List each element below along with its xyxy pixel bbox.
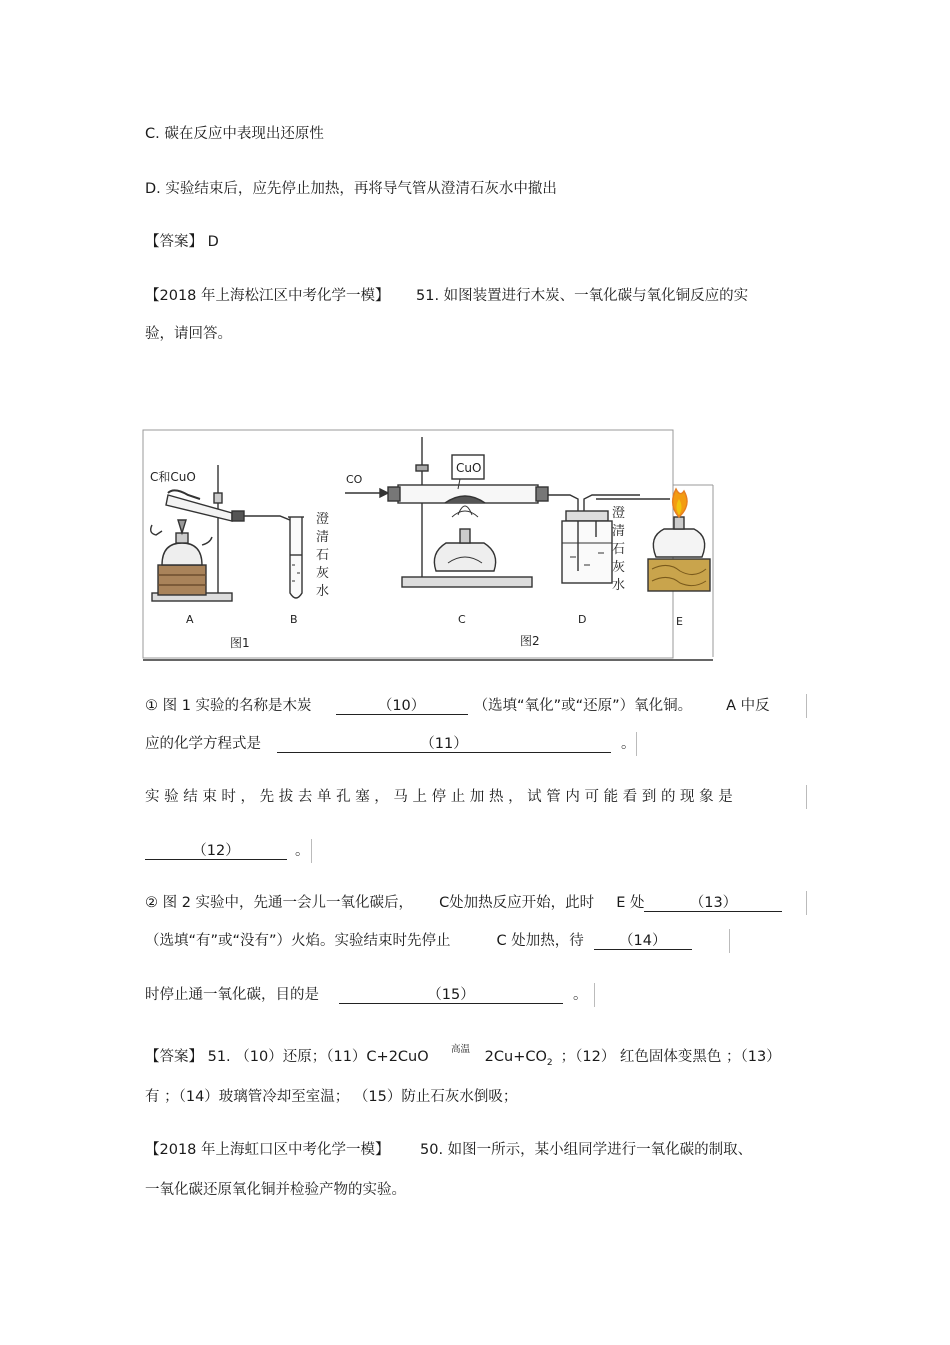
part1-text-a: ① 图 1 实验的名称是木炭 — [145, 698, 312, 714]
part2-text-f: 时停止通一氧化碳，目的是 — [145, 987, 319, 1003]
fig1-caption: 图1 — [230, 636, 250, 650]
part2-text-d: （选填“有”或“没有”）火焰。实验结束时先停止 — [145, 933, 451, 949]
blank-13[interactable]: （13） — [644, 895, 782, 912]
apparatus-figure — [140, 425, 720, 665]
option-d: D. 实验结束后，应先停止加热，再将导气管从澄清石灰水中撤出 — [145, 181, 557, 197]
limewater-label-1: 澄清石灰水 — [316, 512, 330, 599]
answer51-part3: ；（12） 红色固体变黑色 ；（13） — [560, 1049, 781, 1065]
label-d: D — [578, 613, 587, 626]
label-e: E — [676, 615, 683, 628]
part2-text-a: ② 图 2 实验中，先通一会儿一氧化碳后， — [145, 895, 414, 911]
answer51-line2: 有 ；（14）玻璃管冷却至室温； （15）防止石灰水倒吸； — [145, 1089, 518, 1105]
option-c: C. 碳在反应中表现出还原性 — [145, 126, 324, 142]
part1-text-e: 。 — [621, 736, 636, 752]
part1-text-c: A 中反 — [726, 698, 770, 714]
answer51-line1 — [145, 1048, 781, 1072]
part2-text-e: C 处加热，待 — [496, 933, 584, 949]
reaction-condition: 高温 — [451, 1044, 471, 1055]
q51-source: 【2018 年上海松江区中考化学一模】 — [145, 288, 390, 304]
blank-12[interactable]: （12） — [145, 843, 287, 860]
q50-source: 【2018 年上海虹口区中考化学一模】 — [145, 1142, 390, 1158]
part1-text-f: 。 — [295, 843, 310, 859]
label-b: B — [290, 613, 298, 626]
label-c-and-cuo: C和CuO — [150, 470, 196, 484]
q50-line1: 50. 如图一所示，某小组同学进行一氧化碳的制取、 — [420, 1142, 753, 1158]
figure-2 — [345, 437, 710, 591]
label-a: A — [186, 613, 194, 626]
part2-text-b: C处加热反应开始，此时 — [439, 895, 595, 911]
answer51-part1: 【答案】 51. （10）还原；（11）C+2CuO — [145, 1049, 429, 1065]
part1-line3: 实 验 结 束 时 ， 先 拔 去 单 孔 塞 ， 马 上 停 止 加 热 ， 试 管 内 可 能 看 到 的 现 象 是 — [145, 789, 733, 805]
blank-14[interactable]: （14） — [594, 933, 692, 950]
blank-10[interactable]: （10） — [336, 698, 468, 715]
label-co: CO — [346, 473, 363, 486]
answer51-part2: 2Cu+CO — [484, 1049, 547, 1065]
label-cuo: CuO — [456, 461, 482, 475]
part1-line1 — [145, 697, 770, 715]
part1-line4 — [145, 842, 310, 860]
q51-line2: 验，请回答。 — [145, 326, 232, 342]
part1-text-b: （选填“氧化”或“还原”）氧化铜。 — [473, 698, 693, 714]
q51-line1: 51. 如图装置进行木炭、一氧化碳与氧化铜反应的实 — [416, 288, 749, 304]
part2-text-g: 。 — [573, 987, 588, 1003]
part1-text-d: 应的化学方程式是 — [145, 736, 261, 752]
blank-15[interactable]: （15） — [339, 987, 563, 1004]
part2-line2 — [145, 932, 692, 950]
part1-line2 — [145, 735, 636, 753]
answer51-sub: 2 — [546, 1057, 553, 1068]
part2-text-c: E 处 — [616, 895, 645, 911]
label-c: C — [458, 613, 466, 626]
part2-line3 — [145, 986, 588, 1004]
part2-line1 — [145, 894, 782, 912]
limewater-label-2: 澄清石灰水 — [612, 506, 626, 593]
answer-prev: 【答案】 D — [145, 234, 219, 250]
q50-line2: 一氧化碳还原氧化铜并检验产物的实验。 — [145, 1182, 406, 1198]
figure-1 — [151, 465, 304, 601]
blank-11[interactable]: （11） — [277, 736, 611, 753]
fig2-caption: 图2 — [520, 634, 540, 648]
